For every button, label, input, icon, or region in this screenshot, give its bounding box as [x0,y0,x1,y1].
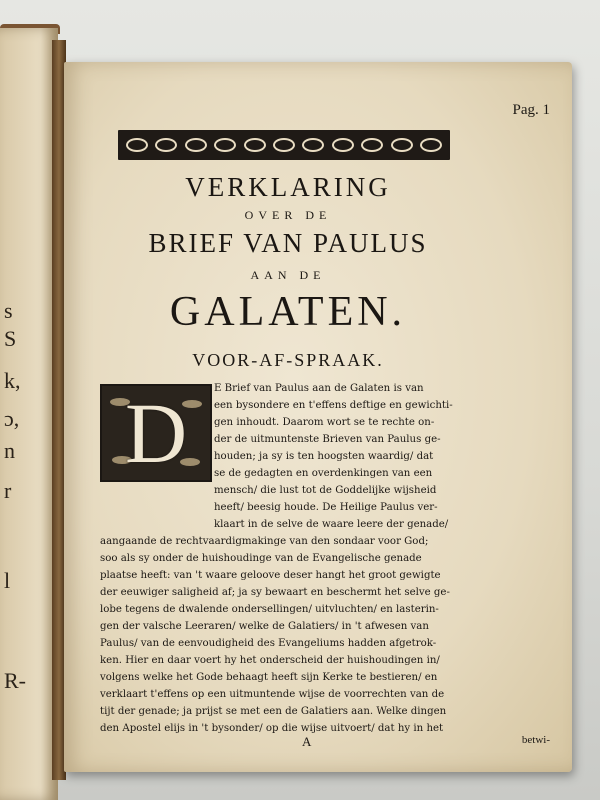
text-line: aangaande de rechtvaardigmakinge van den sondaar voor God; [100,536,429,547]
left-fragment-text: n [4,438,15,463]
left-fragment-text: ɔ, [4,406,20,431]
left-fragment-text: l [4,568,11,593]
left-fragment-text: k, [4,368,21,393]
text-line: soo als sy onder de huishoudinge van de Evangelische genade [100,553,422,564]
body-text-full [100,533,560,737]
text-line: tijt der genade; ja prijst se met een de Galatiers aan. Welke dingen [100,706,447,717]
left-fragment-text: r [4,478,12,503]
page-number: Pag. 1 [512,102,550,118]
section-title: VOOR-AF-SPRAAK. [192,350,384,370]
text-line: ken. Hier en daar voert hy het onderscheid der huishoudingen in/ [100,655,440,666]
left-fragment-text: S [4,326,17,351]
text-line: gen der valsche Leeraren/ welke de Galatiers/ in 't afwesen van [100,621,429,632]
catchword: betwi- [521,734,550,746]
text-line: houden; ja sy is ten hoogsten waardig/ dat [214,451,434,462]
text-line: mensch/ die lust tot de Goddelijke wijsheid [214,485,437,496]
text-line: den Apostel elijs in 't bysonder/ op die wijse uitvoert/ dat hy in het [100,723,444,734]
text-line: lobe tegens de dwalende ondersellingen/ uitvluchten/ en lasterin- [100,604,439,615]
body-text-indented [214,380,554,533]
title-line-1: VERKLARING [185,172,391,202]
title-line-5: GALATEN. [169,289,407,335]
text-line: heeft/ beesig houde. De Heilige Paulus ver- [214,502,438,513]
text-line: verklaart t'effens op een uitmuntende wijse de voorrechten van de [100,689,445,700]
text-line: Paulus/ van de eenvoudigheid des Evangeliums hadden afgetrok- [100,638,437,649]
text-line: gen inhoudt. Daarom wort se te rechte on- [214,417,435,428]
text-line: klaart in de selve de waare leere der genade/ [214,519,449,530]
text-line: plaatse heeft: van 't waare geloove deser hangt het groot gewigte [100,570,441,581]
left-fragment-text: s [4,298,13,323]
ornament-border [118,130,450,160]
text-line: der de uitmuntenste Brieven van Paulus ge- [214,434,441,445]
text-line: E Brief van Paulus aan de Galaten is van [214,383,424,394]
book-page [64,62,572,772]
left-fragment-text: R- [4,668,26,693]
left-page-fragment [0,28,58,800]
signature-mark: A [302,734,312,749]
title-line-3: BRIEF VAN PAULUS [148,228,428,258]
decorated-drop-cap [100,384,212,482]
drop-cap-letter: D [124,385,188,481]
text-line: se de gedagten en overdenkingen van een [214,468,433,479]
title-line-2: OVER DE [244,208,332,222]
text-line: volgens welke het Gode behaagt heeft sijn Kerke te bestieren/ en [100,672,438,683]
text-line: der eeuwiger saligheid af; ja sy bewaart en beschermt het selve ge- [100,587,450,598]
title-line-4: AAN DE [250,268,326,282]
text-line: een bysondere en t'effens deftige en gewichti- [214,400,453,411]
